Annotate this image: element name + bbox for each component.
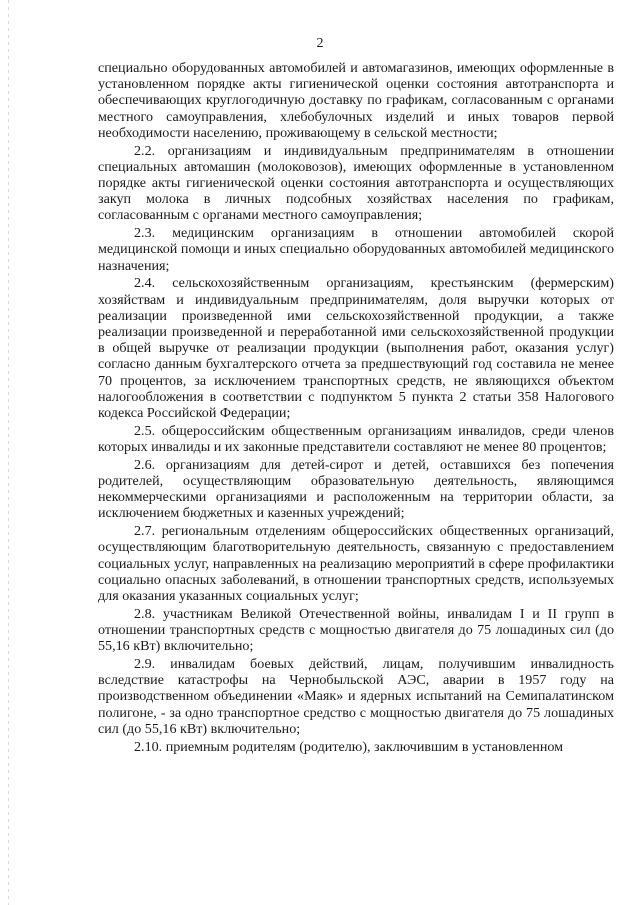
- paragraph-2-5: 2.5. общероссийским общественным организациям инвалидов, среди членов которых инвалиды и их законные представители составляют не менее 80 процентов;: [98, 422, 614, 456]
- paragraph-2-3: 2.3. медицинским организациям в отношении автомобилей скорой медицинской помощи и иных специально оборудованных автомобилей медицинского назначения;: [98, 225, 614, 274]
- paragraph-2-4: 2.4. сельскохозяйственным организациям, крестьянским (фермерским) хозяйствам и индивидуальным предпринимателям, доля выручки которых от реализации произведенной ими сельскохозяйственной продукции, а также реализации произведенной и переработанной ими сельскохозяйственной продукции в общей выручке от реализации продукции (выполнения работ, оказания услуг) согласно данным бухгалтерского отчета за предшествующий год составила не менее 70 процентов, за исключением транспортных средств, не являющихся объектом налогообложения в соответствии с подпунктом 5 пункта 2 статьи 358 Налогового кодекса Российской Федерации;: [98, 275, 614, 422]
- paragraph-2-7: 2.7. региональным отделениям общероссийских общественных организаций, осуществляющим благотворительную деятельность, связанную с предоставлением социальных услуг, направленных на реализацию мероприятий в сфере профилактики социально опасных заболеваний, в отношении транспортных средств, используемых для оказания указанных социальных услуг;: [98, 523, 614, 605]
- paragraph-2-9: 2.9. инвалидам боевых действий, лицам, получившим инвалидность вследствие катастрофы на Чернобыльской АЭС, аварии в 1957 году на производственном объединении «Маяк» и ядерных испытаний на Семипалатинском полигоне, - за одно транспортное средство с мощностью двигателя до 75 лошадиных сил (до 55,16 кВт) включительно;: [98, 656, 614, 737]
- paragraph-2-10: 2.10. приемным родителям (родителю), заключившим в установленном: [134, 738, 564, 755]
- paragraph-continuation: специально оборудованных автомобилей и автомагазинов, имеющих оформленные в установленном порядке акты гигиенической оценки состояния автотранспорта и обеспечивающих круглогодичную доставку по графикам, согласованным с органами местного самоуправления, хлебобулочных изделий и иных товаров первой необходимости населению, проживающему в сельской местности;: [98, 60, 614, 141]
- document-body: [98, 60, 614, 756]
- paragraph-2-6: 2.6. организациям для детей-сирот и детей, оставшихся без попечения родителей, осуществляющим образовательную деятельность, являющимся некоммерческими организациями и расположенным на территории области, за исключением бюджетных и казенных учреждений;: [98, 456, 614, 522]
- paragraph-2-2: 2.2. организациям и индивидуальным предпринимателям в отношении специальных автомашин (молоковозов), имеющих оформленные в установленном порядке акты гигиенической оценки состояния автотранспорта и осуществляющих закуп молока в личных подсобных хозяйствах населения по графикам, согласованным с органами местного самоуправления;: [98, 142, 614, 224]
- page-number: 2: [316, 36, 324, 51]
- scan-edge-line: [8, 0, 9, 905]
- paragraph-2-8: 2.8. участникам Великой Отечественной войны, инвалидам I и II групп в отношении транспортных средств с мощностью двигателя до 75 лошадиных сил (до 55,16 кВт) включительно;: [98, 605, 614, 655]
